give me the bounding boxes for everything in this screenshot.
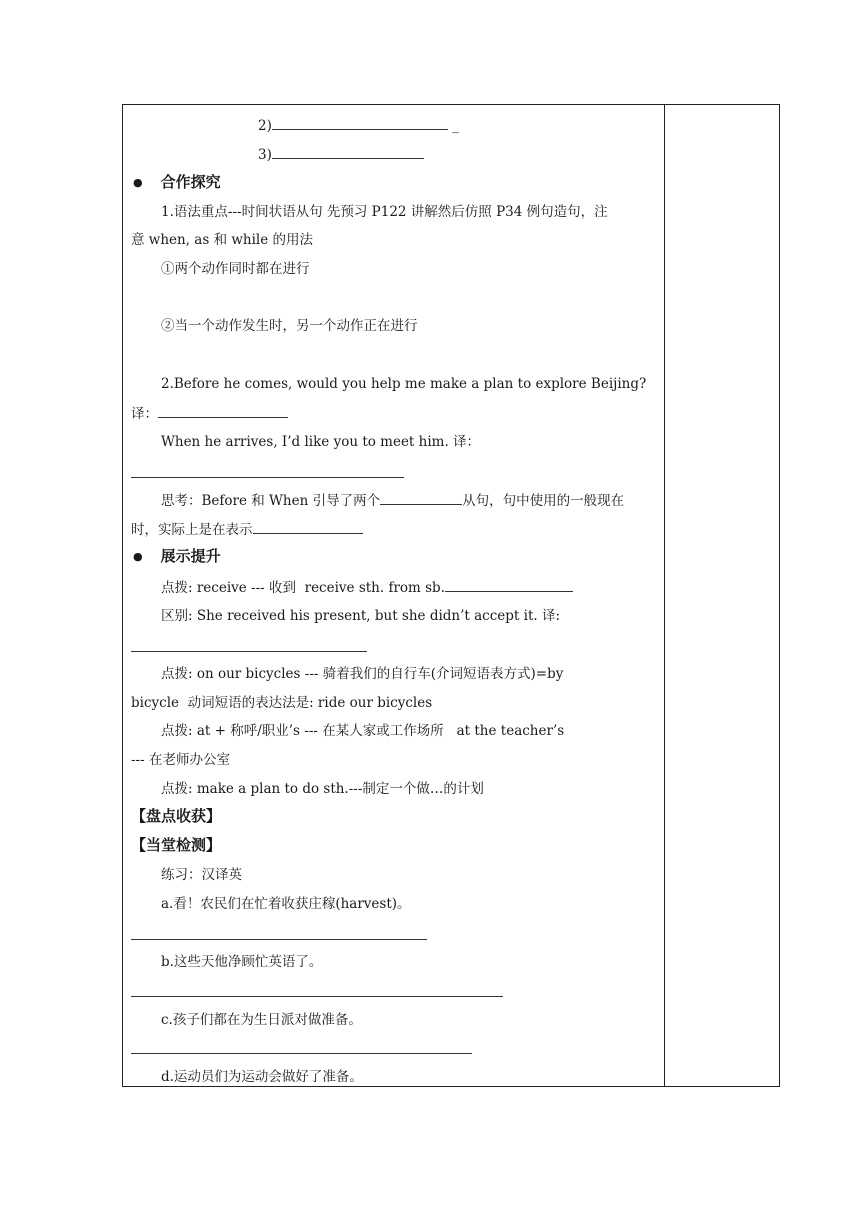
tip-receive: 点拨: receive --- 收到 receive sth. from sb. <box>161 577 573 598</box>
blank[interactable] <box>253 519 363 534</box>
answer-rule[interactable] <box>131 996 503 997</box>
question-2-line2: When he arrives, I’d like you to meet him. 译： <box>161 434 481 450</box>
blank[interactable] <box>272 115 448 130</box>
blank[interactable] <box>158 403 288 418</box>
answer-rule[interactable] <box>131 939 427 940</box>
blank[interactable] <box>272 144 424 159</box>
answer-rule[interactable] <box>131 477 404 478</box>
exercise-a: a.看！农民们在忙着收获庄稼(harvest)。 <box>161 896 411 912</box>
bullet-icon: ● <box>133 550 143 563</box>
question-2-line1: 2.Before he comes, would you help me make a plan to explore Beijing? <box>161 376 647 392</box>
tip-plan: 点拨: make a plan to do sth.---制定一个做…的计划 <box>161 781 484 797</box>
worksheet-table <box>122 104 780 1087</box>
main-content-cell <box>123 105 663 1086</box>
bullet-icon: ● <box>133 176 143 189</box>
tip-at-line1: 点拨: at + 称呼/职业’s --- 在某人家或工作场所 at the teacher’s <box>161 723 565 739</box>
exercise-title: 练习：汉译英 <box>161 867 242 883</box>
answer-rule[interactable] <box>131 1053 472 1054</box>
grammar-item-2: ②当一个动作发生时，另一个动作正在进行 <box>161 318 418 334</box>
exercise-b: b.这些天他净顾忙英语了。 <box>161 954 323 970</box>
section-show-improve: ● 展示提升 <box>133 547 221 565</box>
difference-line: 区别: She received his present, but she didn’t accept it. 译: <box>161 608 561 624</box>
blank[interactable] <box>380 490 462 505</box>
think-line2: 时，实际上是在表示 <box>131 519 363 540</box>
tip-bicycle-line1: 点拨: on our bicycles --- 骑着我们的自行车(介词短语表方式)=by <box>161 666 564 682</box>
tip-at-line2: --- 在老师办公室 <box>131 752 230 768</box>
answer-line-2: 2) _ <box>258 115 459 136</box>
think-line1: 思考：Before 和 When 引导了两个 从句，句中使用的一般现在 <box>161 490 624 511</box>
question-2-translate: 译： <box>131 403 288 424</box>
section-class-test: 【当堂检测】 <box>131 836 222 854</box>
blank[interactable] <box>445 577 573 592</box>
grammar-item-1: ①两个动作同时都在进行 <box>161 261 310 277</box>
notes-cell[interactable] <box>665 105 779 1086</box>
answer-line-3: 3) <box>258 144 424 165</box>
grammar-point-line2: 意 when, as 和 while 的用法 <box>131 232 314 248</box>
grammar-point-line1: 1.语法重点---时间状语从句 先预习 P122 讲解然后仿照 P34 例句造句，注 <box>161 204 608 220</box>
exercise-d: d.运动员们为运动会做好了准备。 <box>161 1069 363 1085</box>
answer-rule[interactable] <box>131 651 367 652</box>
exercise-c: c.孩子们都在为生日派对做准备。 <box>161 1012 362 1028</box>
section-cooperative-inquiry: ● 合作探究 <box>133 173 221 191</box>
section-harvest: 【盘点收获】 <box>131 807 222 825</box>
tip-bicycle-line2: bicycle 动词短语的表达法是: ride our bicycles <box>131 695 433 711</box>
